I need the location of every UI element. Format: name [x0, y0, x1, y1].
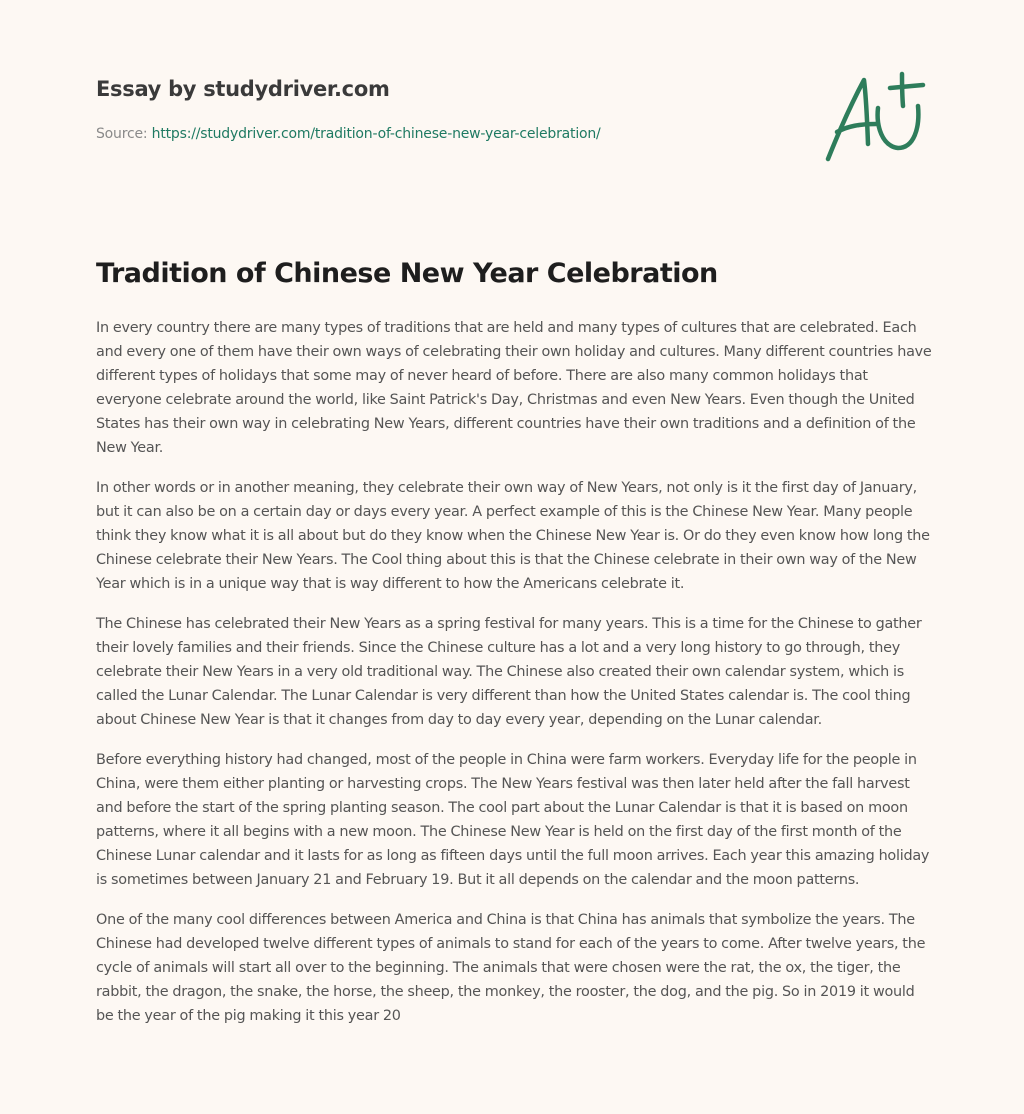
essay-paragraph: In other words or in another meaning, they celebrate their own way of New Years, not only is it the first day of January, but it can also be on a certain day or days every year. A perfect example of this is the Chinese New Year. Many people think they know what it is all about but do they know when the Chinese New Year is. Or do they even know how long the Chinese celebrate their New Years. The Cool thing about this is that the Chinese celebrate in their own way of the New Year which is in a unique way that is way different to how the Americans celebrate it. — [96, 480, 930, 592]
essay-paragraph: Before everything history had changed, most of the people in China were farm workers. Everyday life for the people in China, were them either planting or harvesting crops. The New Years festival was then later held after the fall harvest and before the start of the spring planting season. The cool part about the Lunar Calendar is that it is based on moon patterns, where it all begins with a new moon. The Chinese New Year is held on the first day of the first month of the Chinese Lunar calendar and it lasts for as long as fifteen days until the full moon arrives. Each year this amazing holiday is sometimes between January 21 and February 19. But it all depends on the calendar and the moon patterns. — [96, 752, 930, 888]
a-plus-grade-logo-icon — [820, 66, 930, 166]
source-label: Source: — [96, 126, 148, 142]
essay-paragraph: One of the many cool differences between America and China is that China has animals that symbolize the years. The Chinese had developed twelve different types of animals to stand for each of the years to come. After twelve years, the cycle of animals will start all over to the beginning. The animals that were chosen were the rat, the ox, the tiger, the rabbit, the dragon, the snake, the horse, the sheep, the monkey, the rooster, the dog, and the pig. So in 2019 it would be the year of the pig making it this year 20 — [96, 912, 926, 1024]
source-line — [96, 124, 796, 144]
brand-heading: Essay by studydriver.com — [96, 77, 390, 101]
essay-title: Tradition of Chinese New Year Celebration — [96, 258, 718, 289]
essay-paragraph: The Chinese has celebrated their New Years as a spring festival for many years. This is a time for the Chinese to gather their lovely families and their friends. Since the Chinese culture has a lot and a very long history to go through, they celebrate their New Years in a very old traditional way. The Chinese also created their own calendar system, which is called the Lunar Calendar. The Lunar Calendar is very different than how the United States calendar is. The cool thing about Chinese New Year is that it changes from day to day every year, depending on the Lunar calendar. — [96, 616, 922, 728]
essay-paragraph: In every country there are many types of traditions that are held and many types of cultures that are celebrated. Each and every one of them have their own ways of celebrating their own holiday and cultures. Many different countries have different types of holidays that some may of never heard of before. There are also many common holidays that everyone celebrate around the world, like Saint Patrick's Day, Christmas and even New Years. Even though the United States has their own way in celebrating New Years, different countries have their own traditions and a definition of the New Year. — [96, 320, 932, 456]
essay-body — [96, 316, 932, 1044]
page-header — [96, 74, 796, 144]
source-link[interactable]: https://studydriver.com/tradition-of-chinese-new-year-celebration/ — [151, 126, 601, 142]
